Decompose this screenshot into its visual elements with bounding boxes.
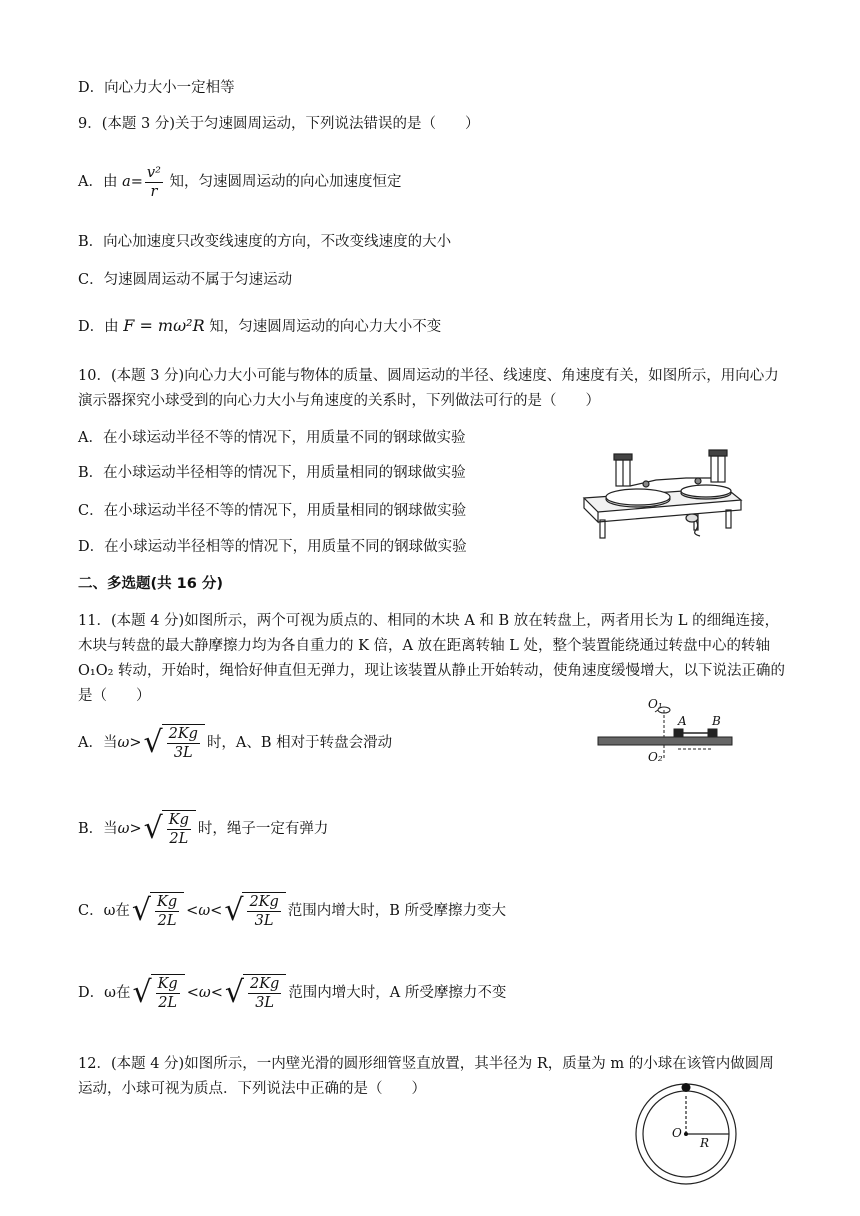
gt-symbol: > <box>129 821 142 837</box>
q9-option-a-prefix: A．由 <box>78 174 123 190</box>
q10-option-b: B．在小球运动半径相等的情况下，用质量相同的钢球做实验 <box>78 465 466 481</box>
numerator: Kg <box>157 894 178 910</box>
q9-option-a-numerator: v² <box>146 164 161 181</box>
numerator: 2Kg <box>249 976 280 992</box>
lt-symbol: < <box>186 985 199 1001</box>
q9-option-a-var: a <box>122 174 131 190</box>
q10-stem: 10．(本题 3 分)向心力大小可能与物体的质量、圆周运动的半径、线速度、角速度有关，如图所示，用向心力演示器探究小球受到的向心力大小与角速度的关系时，下列做法可行的是（ ） <box>78 368 779 409</box>
q9-option-d <box>78 316 441 337</box>
sqrt-2kg-3l: √ $\frac{2Kg}{3L}$ <box>224 892 285 930</box>
q9-option-d-prefix: D．由 <box>78 319 124 335</box>
q11-stem: 11．(本题 4 分)如图所示，两个可视为质点的、相同的木块 A 和 B 放在转盘上，两者用长为 L 的细绳连接，木块与转盘的最大静摩擦力均为各自重力的 K 倍，A 放在距离转轴 L 处，整个装置能绕通过转盘中心的转轴 O₁O₂ 转动，开始时，绳恰好伸直但无弹力，现让该装置从静止开始转动，使角速度缓慢增大，以下说法正确的是（ ） <box>78 613 786 704</box>
q11-option-c-suffix: 范围内增大时，B 所受摩擦力变大 <box>287 903 507 919</box>
lt-symbol: < <box>210 985 223 1001</box>
rotating-disk-figure <box>596 697 736 768</box>
lt-symbol: < <box>210 903 223 919</box>
omega-symbol: ω <box>198 903 211 919</box>
q9-option-c: C．匀速圆周运动不属于匀速运动 <box>78 272 293 288</box>
denominator: 2L <box>158 995 178 1011</box>
omega-symbol: ω <box>198 985 211 1001</box>
sqrt-2kg-3l: √ $\frac{2Kg}{3L}$ <box>225 974 286 1012</box>
sqrt-kg-2l: √ $\frac{Kg}{2L}$ <box>144 810 196 848</box>
q9-option-a-denominator: r <box>150 183 158 200</box>
numerator: Kg <box>157 976 178 992</box>
q11-option-d-prefix: D．ω在 <box>78 985 131 1001</box>
q9-stem: 9．(本题 3 分)关于匀速圆周运动，下列说法错误的是（ ） <box>78 116 480 132</box>
q8-option-d: D．向心力大小一定相等 <box>78 80 235 96</box>
q12-stem: 12．(本题 4 分)如图所示，一内壁光滑的圆形细管竖直放置，其半径为 R，质量为 m 的小球在该管内做圆周运动，小球可视为质点．下列说法中正确的是（ ） <box>78 1056 774 1097</box>
section-multiple-choice-title: 二、多选题(共 16 分) <box>78 576 224 592</box>
sqrt-kg-2l: √ $\frac{Kg}{2L}$ <box>132 974 184 1012</box>
sqrt-kg-2l: √ $\frac{Kg}{2L}$ <box>132 892 184 930</box>
denominator: 3L <box>254 913 274 929</box>
q11-option-c <box>78 890 506 932</box>
circular-tube-figure <box>634 1082 738 1186</box>
q9-option-d-formula: F = mω²R <box>123 316 205 335</box>
q10-option-c: C．在小球运动半径不等的情况下，用质量相同的钢球做实验 <box>78 503 467 519</box>
numerator: 2Kg <box>249 894 279 910</box>
block-label-a: A <box>678 714 687 728</box>
center-label-o: O <box>672 1126 682 1140</box>
q11-option-a-prefix: A．当 <box>78 735 118 751</box>
q11-option-d <box>78 972 506 1014</box>
denominator: 2L <box>157 913 177 929</box>
q11-option-a <box>78 722 392 764</box>
axis-label-o2: O₂ <box>648 750 663 764</box>
lt-symbol: < <box>186 903 199 919</box>
denominator: 3L <box>173 745 193 761</box>
denominator: 2L <box>169 831 189 847</box>
q9-option-b: B．向心加速度只改变线速度的方向，不改变线速度的大小 <box>78 234 452 250</box>
q11-option-b <box>78 808 328 850</box>
gt-symbol: > <box>129 735 142 751</box>
q9-option-a <box>78 162 402 202</box>
centripetal-force-apparatus-figure <box>576 448 746 548</box>
numerator: 2Kg <box>168 726 198 742</box>
q11-option-b-prefix: B．当 <box>78 821 118 837</box>
q11-option-c-prefix: C．ω在 <box>78 903 130 919</box>
radius-label-r: R <box>700 1136 710 1150</box>
block-label-b: B <box>712 714 721 728</box>
q9-option-a-fraction <box>145 164 163 201</box>
q9-option-d-suffix: 知，匀速圆周运动的向心力大小不变 <box>204 319 442 335</box>
q10-option-d: D．在小球运动半径相等的情况下，用质量不同的钢球做实验 <box>78 539 467 555</box>
q11-option-d-suffix: 范围内增大时，A 所受摩擦力不变 <box>288 985 507 1001</box>
denominator: 3L <box>255 995 275 1011</box>
q11-option-a-suffix: 时，A、B 相对于转盘会滑动 <box>206 735 393 751</box>
axis-label-o1: O₁ <box>648 697 663 711</box>
q10-option-a: A．在小球运动半径不等的情况下，用质量不同的钢球做实验 <box>78 430 466 446</box>
q11-option-b-suffix: 时，绳子一定有弹力 <box>197 821 329 837</box>
sqrt-2kg-3l: √ $\frac{2Kg}{3L}$ <box>143 724 204 762</box>
omega-symbol: ω <box>117 735 130 751</box>
omega-symbol: ω <box>117 821 130 837</box>
q9-option-a-suffix: 知，匀速圆周运动的向心加速度恒定 <box>164 174 402 190</box>
q9-option-a-eq: = <box>130 174 143 190</box>
numerator: Kg <box>168 812 189 828</box>
